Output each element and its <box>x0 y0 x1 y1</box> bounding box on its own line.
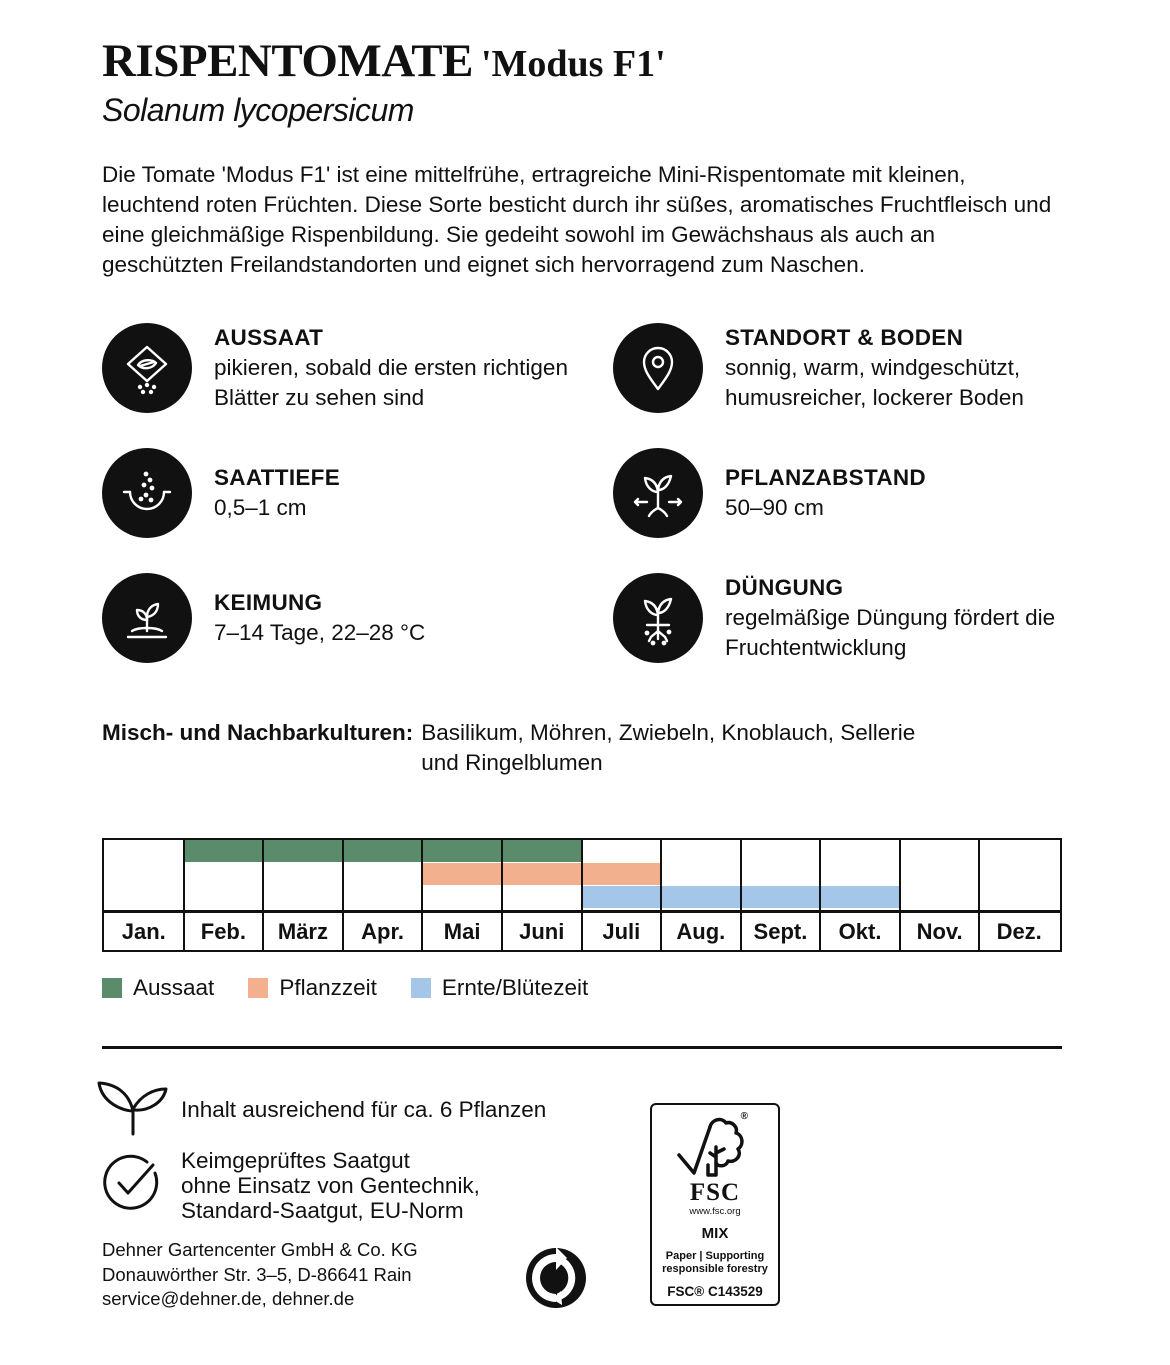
quality-line: Standard-Saatgut, EU-Norm <box>181 1198 464 1223</box>
green-dot-recycling-icon <box>525 1247 587 1314</box>
fsc-mix: MIX <box>701 1225 729 1242</box>
calendar-legend <box>102 975 622 1001</box>
fsc-claim-line: Paper | Supporting <box>665 1250 765 1262</box>
calendar-month-label: Dez. <box>996 919 1042 944</box>
calendar-month-label: Jan. <box>121 919 166 944</box>
fsc-claim <box>652 1250 778 1276</box>
company-line: Dehner Gartencenter GmbH & Co. KG <box>102 1239 418 1260</box>
feature-text: humusreicher, lockerer Boden <box>725 385 1024 410</box>
calendar-month-label: Feb. <box>200 919 246 944</box>
location-pin-icon <box>613 323 703 413</box>
product-title <box>102 34 666 88</box>
feature-title: STANDORT & BODEN <box>725 325 964 350</box>
growing-calendar <box>102 838 1062 952</box>
quality-line: Keimgeprüftes Saatgut <box>181 1148 410 1173</box>
fsc-brand: FSC <box>689 1179 741 1206</box>
legend-item-pflanzzeit <box>248 975 377 1001</box>
calendar-month-label: Aug. <box>676 919 726 944</box>
feature-saattiefe <box>102 448 340 538</box>
plant-leaves-icon <box>96 1079 170 1142</box>
feature-text: pikieren, sobald die ersten richtigen <box>214 355 568 380</box>
fsc-claim-line: responsible forestry <box>662 1263 768 1275</box>
calendar-month-label: Apr. <box>361 919 404 944</box>
product-description: Die Tomate 'Modus F1' ist eine mittelfrühe, ertragreiche Mini-Rispentomate mit kleinen, leuchtend roten Früchten. Diese Sorte besticht durch ihr süßes, aromatisches Fruchtfleisch und eine gleichmäßige Rispenbildung. Sie gedeiht sowohl im Gewächshaus als auch an geschützten Freilandstandorten und eignet sich hervorragend zum Naschen. <box>102 162 1052 277</box>
feature-pflanzabstand <box>613 448 926 538</box>
feature-title: KEIMUNG <box>214 590 323 615</box>
feature-text: regelmäßige Düngung fördert die <box>725 605 1056 630</box>
legend-label: Ernte/Blütezeit <box>441 975 589 1000</box>
feature-title: SAATTIEFE <box>214 465 341 490</box>
company-line: service@dehner.de, dehner.de <box>102 1288 355 1309</box>
quality-line: ohne Einsatz von Gentechnik, <box>181 1173 480 1198</box>
calendar-month-label: Sept. <box>753 919 808 944</box>
feature-text: Blätter zu sehen sind <box>214 385 425 410</box>
legend-swatch <box>411 978 431 998</box>
latin-name: Solanum lycopersicum <box>102 92 414 128</box>
quantity-info: Inhalt ausreichend für ca. 6 Pflanzen <box>181 1097 547 1122</box>
feature-text: 7–14 Tage, 22–28 °C <box>214 620 426 645</box>
sprout-icon <box>102 573 192 663</box>
feature-title: AUSSAAT <box>214 325 324 350</box>
company-line: Donauwörther Str. 3–5, D-86641 Rain <box>102 1263 412 1285</box>
product-variety: 'Modus F1' <box>480 43 666 85</box>
calendar-month-label: Juni <box>519 919 565 944</box>
calendar-bar-aussaat <box>184 840 582 862</box>
calendar-bar-pflanzzeit <box>422 863 661 885</box>
legend-item-ernte <box>411 975 588 1001</box>
calendar-month-label: März <box>277 919 328 944</box>
divider <box>102 1046 1062 1049</box>
feature-text: 50–90 cm <box>725 495 824 520</box>
seed-depth-icon <box>102 448 192 538</box>
calendar-month-label: Mai <box>443 919 481 944</box>
legend-swatch <box>102 978 122 998</box>
companion-label: Misch- und Nachbarkulturen: <box>102 720 414 745</box>
check-circle-icon <box>101 1153 161 1218</box>
product-name: RISPENTOMATE <box>102 35 473 87</box>
fertilizing-plant-icon <box>613 573 703 663</box>
calendar-month-label: Juli <box>602 919 641 944</box>
seed-packet-icon <box>102 323 192 413</box>
feature-title: DÜNGUNG <box>725 575 844 600</box>
fsc-tree-check-icon <box>676 1113 752 1184</box>
companion-plants <box>102 718 941 778</box>
feature-aussaat <box>102 323 568 413</box>
legend-label: Aussaat <box>133 975 215 1000</box>
fsc-url: www.fsc.org <box>689 1206 741 1217</box>
feature-duengung <box>613 573 1055 663</box>
feature-text: Fruchtentwicklung <box>725 635 907 660</box>
feature-text: 0,5–1 cm <box>214 495 307 520</box>
quality-info <box>181 1148 480 1223</box>
legend-item-aussaat <box>102 975 214 1001</box>
fsc-license: FSC® C143529 <box>667 1284 763 1299</box>
legend-label: Pflanzzeit <box>279 975 377 1000</box>
calendar-month-label: Okt. <box>838 919 882 944</box>
calendar-month-label: Nov. <box>916 919 963 944</box>
plant-spacing-icon <box>613 448 703 538</box>
feature-standort <box>613 323 1024 413</box>
legend-swatch <box>248 978 268 998</box>
companion-list: Basilikum, Möhren, Zwiebeln, Knoblauch, Sellerie und Ringelblumen <box>421 720 916 775</box>
company-address <box>102 1238 418 1312</box>
registered-mark: ® <box>740 1111 748 1122</box>
fsc-certification-label <box>650 1103 780 1306</box>
feature-keimung <box>102 573 425 663</box>
feature-text: sonnig, warm, windgeschützt, <box>725 355 1021 380</box>
feature-title: PFLANZABSTAND <box>725 465 926 490</box>
